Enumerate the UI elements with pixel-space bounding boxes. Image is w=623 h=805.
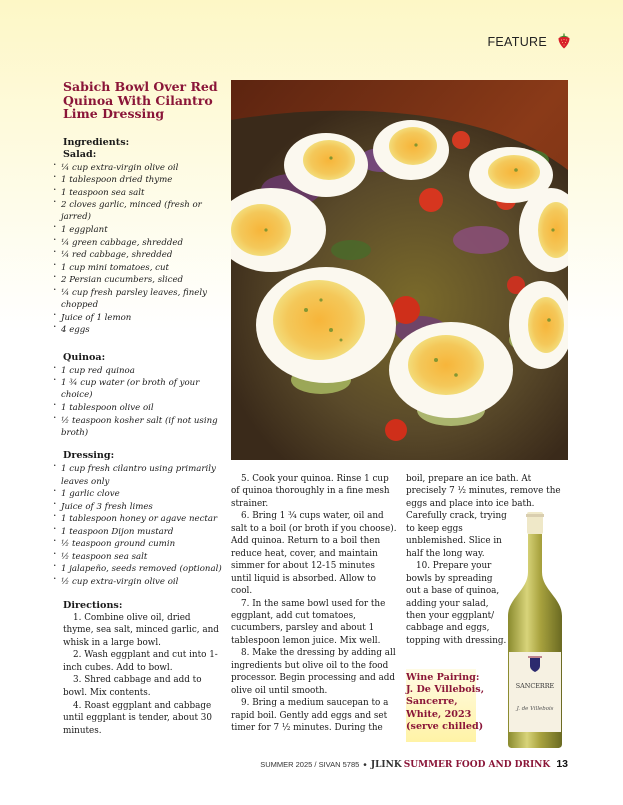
list-item: · ½ teaspoon kosher salt (if not using broth): [53, 415, 223, 440]
list-item: · 1 tablespoon dried thyme: [53, 174, 223, 186]
list-item: · 2 Persian cucumbers, sliced: [53, 274, 223, 286]
list-item: · 4 eggs: [53, 324, 223, 336]
wine-vintage: White, 2023: [406, 708, 472, 720]
bottle-label-name: SANCERRE: [515, 682, 555, 690]
list-item: · ½ teaspoon ground cumin: [53, 538, 223, 550]
direction-step: 10. Prepare your bowls by spreading out a base of quinoa, adding your salad, then your eggplant/ cabbage and eggs, topping with dressing.: [406, 561, 507, 646]
salad-list: [53, 162, 223, 337]
bottle-label-script: J. de Villebois: [516, 706, 554, 712]
brand-name: JLINK: [370, 760, 402, 770]
list-item: · 1 garlic clove: [53, 488, 223, 500]
list-item: · 1 teaspoon Dijon mustard: [53, 526, 223, 538]
direction-step: 9. Bring a medium saucepan to a rapid boil. Gently add eggs and set timer for 7 ½ minutes. During the: [231, 698, 389, 734]
direction-step: 1. Combine olive oil, dried thyme, sea salt, minced garlic, and whisk in a large bowl.: [63, 612, 219, 648]
list-item: · Juice of 3 fresh limes: [53, 501, 223, 513]
issue-date: SUMMER 2025 / SIVAN 5785: [260, 760, 360, 769]
list-item: · ½ cup extra-virgin olive oil: [53, 576, 223, 588]
wine-note: (serve chilled): [406, 720, 484, 732]
direction-step: 3. Shred cabbage and add to bowl. Mix contents.: [63, 675, 202, 699]
direction-step: 2. Wash eggplant and cut into 1-inch cubes. Add to bowl.: [63, 650, 218, 673]
dressing-heading: Dressing:: [63, 450, 115, 462]
list-item: · ¼ cup fresh parsley leaves, finely chopped: [53, 287, 223, 312]
list-item: · 1 teaspoon sea salt: [53, 187, 223, 199]
wine-heading: Wine Pairing:: [406, 672, 480, 683]
wine-pairing: [406, 672, 516, 733]
list-item: · 1 eggplant: [53, 224, 223, 236]
wine-bottle-image: [506, 512, 564, 748]
list-item: · 2 cloves garlic, minced (fresh or jarred): [53, 199, 223, 224]
quinoa-list: [53, 365, 223, 440]
food-photo: [231, 80, 568, 460]
section-name: SUMMER FOOD AND DRINK: [403, 760, 551, 770]
feature-label: FEATURE: [487, 35, 547, 49]
strawberry-icon: [557, 33, 571, 49]
direction-step: 4. Roast eggplant and cabbage until eggplant is tender, about 30 minutes.: [63, 700, 213, 736]
direction-step: 7. In the same bowl used for the eggplant, add cut tomatoes, cucumbers, parsley and about 1 tablespoon lemon juice. Mix well.: [231, 598, 386, 646]
list-item: · 1 tablespoon olive oil: [53, 402, 223, 414]
list-item: · 1 ¾ cup water (or broth of your choice): [53, 377, 223, 402]
list-item: · 1 jalapeño, seeds removed (optional): [53, 563, 223, 575]
dressing-list: [53, 463, 223, 588]
page-footer: SUMMER 2025 / SIVAN 5785 • JLINK SUMMER FOOD AND DRINK 13: [260, 758, 568, 771]
direction-step: 8. Make the dressing by adding all ingredients but olive oil to the food processor. Begin processing and add olive oil until smooth.: [231, 648, 396, 696]
list-item: · 1 cup red quinoa: [53, 365, 223, 377]
recipe-title: Sabich Bowl Over Red Quinoa With Cilantro Lime Dressing: [63, 79, 218, 121]
directions-heading: Directions:: [63, 599, 123, 611]
directions-text: [63, 612, 223, 738]
page-number: 13: [556, 758, 568, 770]
quinoa-heading: Quinoa:: [63, 351, 106, 363]
direction-step: 6. Bring 1 ¾ cups water, oil and salt to a boil (or broth if you choose). Add quinoa. Return to a boil then reduce heat, cover, and maintain simmer for about 12-15 minutes until liquid is absorbed. Allow to cool.: [231, 511, 397, 597]
list-item: · 1 tablespoon honey or agave nectar: [53, 513, 223, 525]
wine-name: J. De Villebois,: [406, 684, 485, 696]
list-item: · ¼ red cabbage, shredded: [53, 249, 223, 261]
salad-heading: Salad:: [63, 148, 97, 160]
direction-step: 5. Cook your quinoa. Rinse 1 cup of quinoa thoroughly in a fine mesh strainer.: [231, 474, 390, 509]
directions-column-2: [231, 473, 397, 735]
list-item: · 1 cup mini tomatoes, cut: [53, 262, 223, 274]
ingredients-heading: Ingredients:: [63, 136, 130, 148]
ingredients-column: [53, 80, 223, 737]
list-item: · Juice of 1 lemon: [53, 312, 223, 324]
list-item: · ¼ cup extra-virgin olive oil: [53, 162, 223, 174]
direction-step: Carefully crack, trying to keep eggs unblemished. Slice in half the long way.: [406, 511, 507, 559]
list-item: · ¼ green cabbage, shredded: [53, 237, 223, 249]
list-item: · 1 cup fresh cilantro using primarily leaves only: [53, 463, 223, 488]
list-item: · ½ teaspoon sea salt: [53, 551, 223, 563]
direction-step: boil, prepare an ice bath. At precisely 7 ½ minutes, remove the eggs and place into ice bath.: [406, 474, 561, 509]
wine-appellation: Sancerre,: [406, 696, 458, 708]
